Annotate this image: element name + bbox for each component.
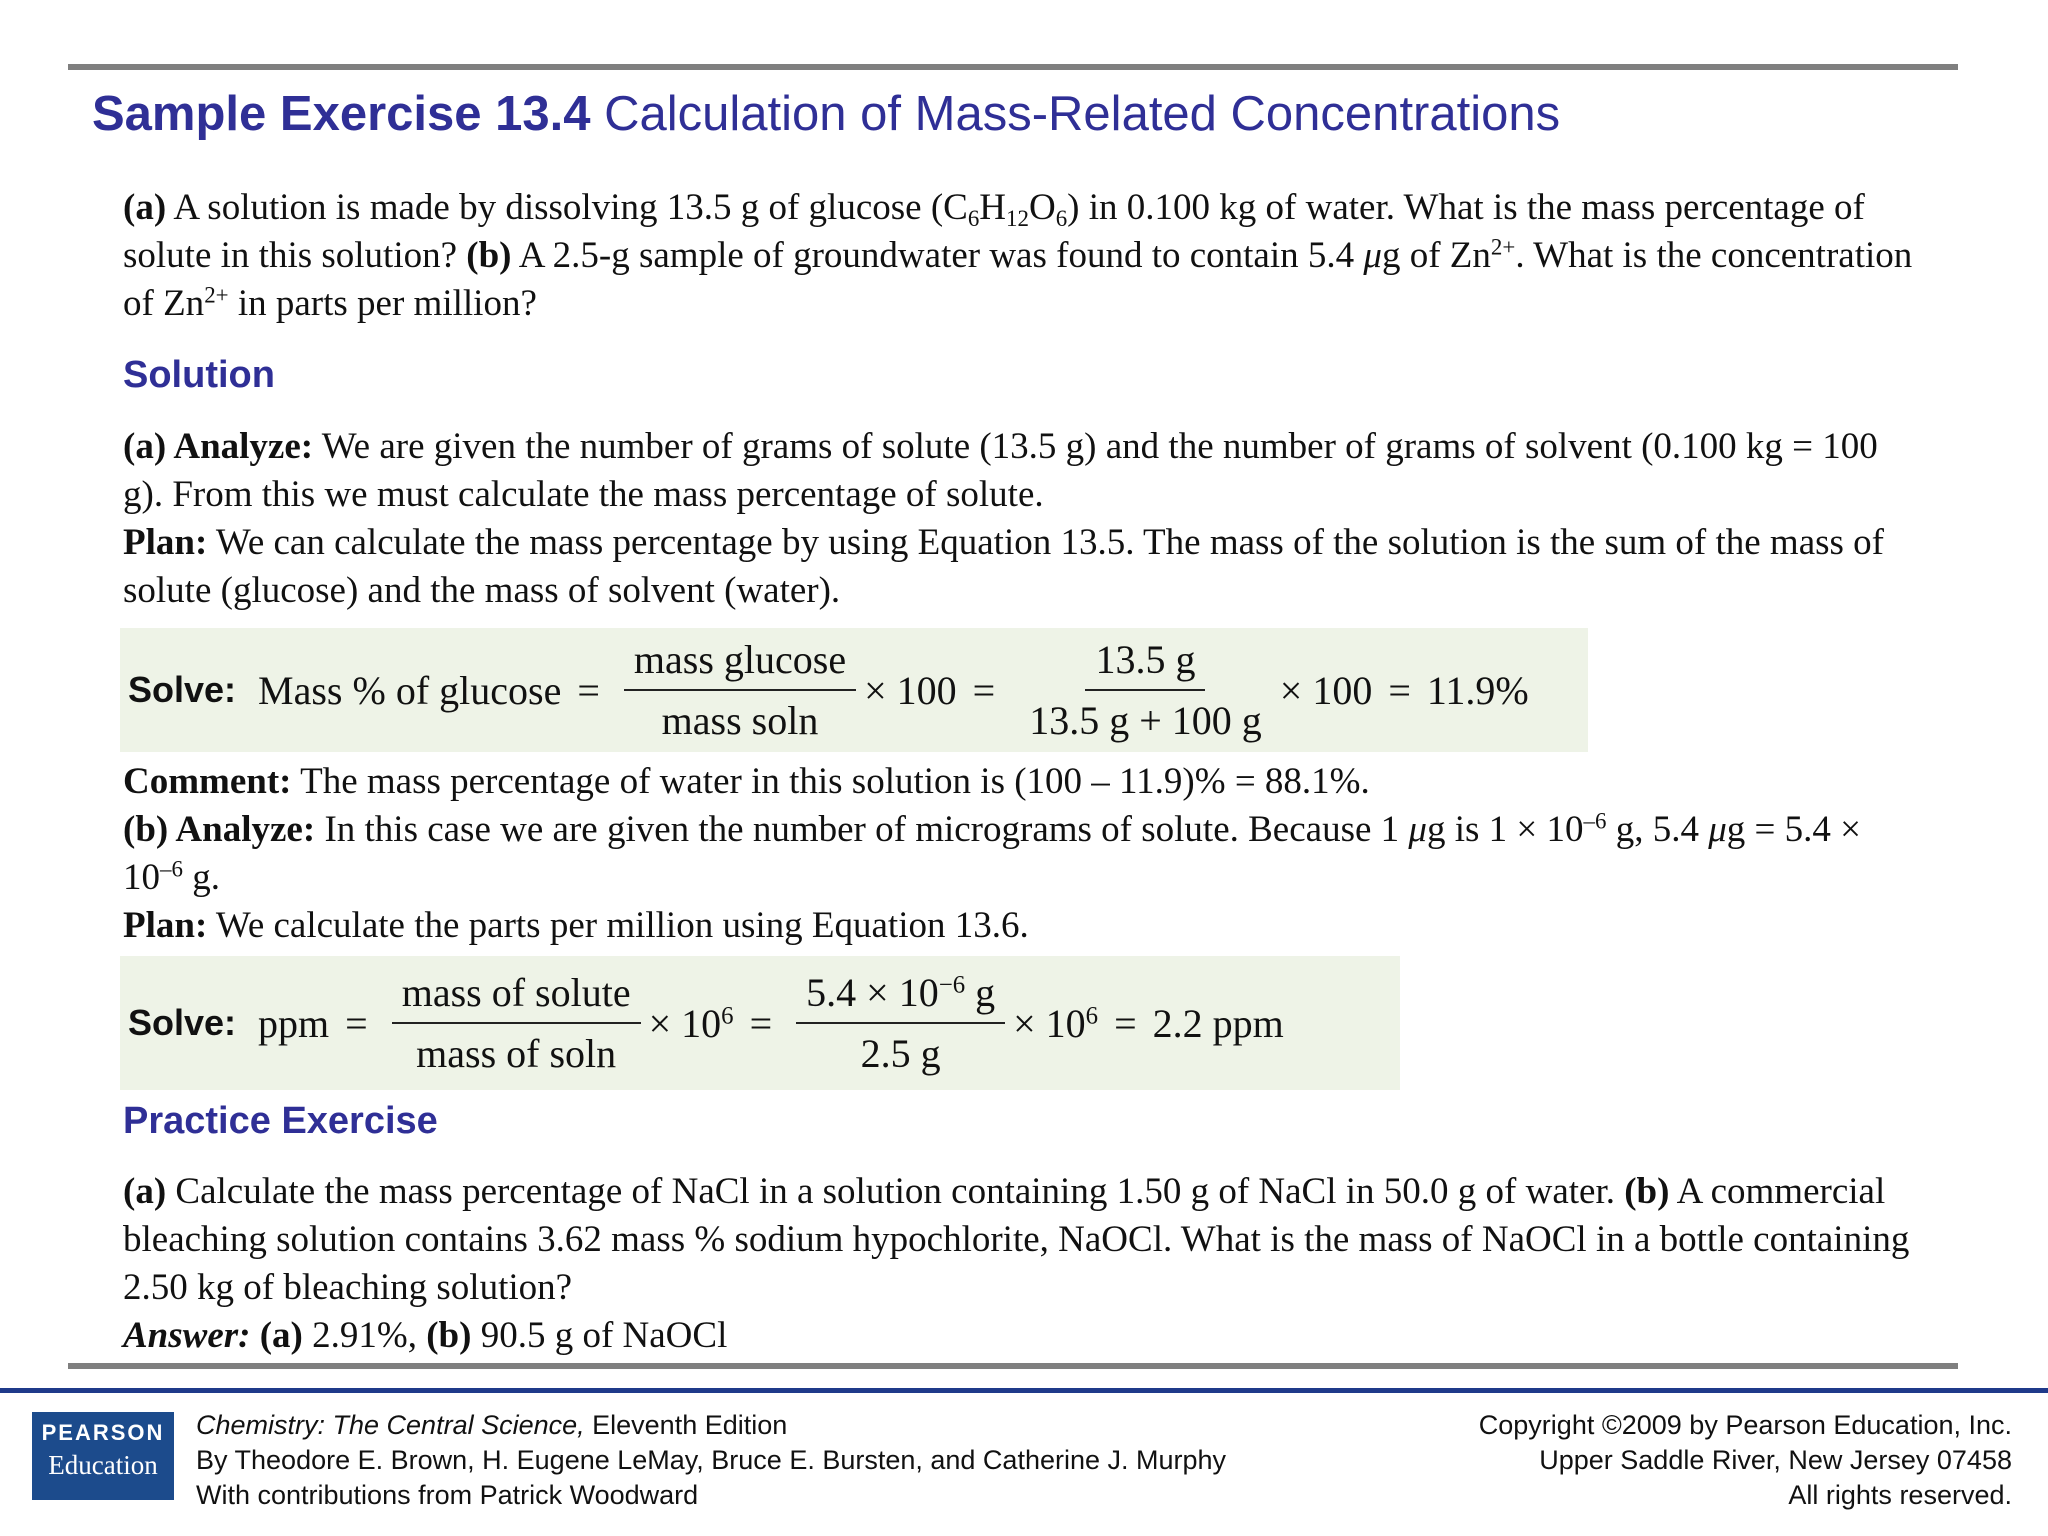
problem-text: g of Zn bbox=[1381, 235, 1491, 276]
mu-symbol: μ bbox=[1363, 235, 1382, 276]
subscript: 6 bbox=[967, 205, 980, 231]
superscript: −6 bbox=[938, 971, 966, 999]
analyze-a-text: We are given the number of grams of solute (13.5 g) and the number of grams of solvent (0.100 kg = 100 g). From this we must calculate the mass percentage of solute. bbox=[123, 426, 1878, 515]
element-symbol: O bbox=[1028, 187, 1056, 228]
problem-text: in parts per million? bbox=[228, 283, 537, 324]
problem-text: ) in 0.100 kg of water. What is the mass percentage of solute in this solution? bbox=[123, 187, 1865, 276]
fraction-formula bbox=[624, 636, 856, 744]
equals-sign: = bbox=[345, 1000, 368, 1046]
fraction-values bbox=[796, 969, 1005, 1077]
subscript: 12 bbox=[1006, 205, 1029, 231]
book-authors: By Theodore E. Brown, H. Eugene LeMay, Bruce E. Bursten, and Catherine J. Murphy bbox=[196, 1445, 1227, 1475]
plan-b-label: Plan: bbox=[123, 905, 208, 946]
multiplier-base: × 10 bbox=[648, 1000, 722, 1046]
equals-sign: = bbox=[972, 667, 996, 713]
equals-sign: = bbox=[1114, 1000, 1137, 1046]
fraction-numerator bbox=[796, 969, 1005, 1024]
comment-label: Comment: bbox=[123, 761, 292, 802]
solution-heading: Solution bbox=[123, 354, 275, 396]
element-symbol: H bbox=[979, 187, 1007, 228]
fraction-denominator: mass of soln bbox=[416, 1031, 617, 1076]
equals-sign: = bbox=[749, 1000, 773, 1046]
multiplier: × 100 bbox=[864, 667, 957, 713]
mu-symbol: μ bbox=[1708, 809, 1727, 850]
subscript: 6 bbox=[1055, 205, 1068, 231]
problem-text: A solution is made by dissolving 13.5 g of glucose (C bbox=[166, 187, 968, 228]
numerator-unit: g bbox=[965, 970, 996, 1015]
equation-lhs: Mass % of glucose bbox=[258, 667, 562, 713]
multiplier-base: × 10 bbox=[1013, 1000, 1086, 1046]
practice-exercise-heading: Practice Exercise bbox=[123, 1100, 438, 1142]
footer-copyright bbox=[1479, 1408, 2012, 1513]
book-contributions: With contributions from Patrick Woodward bbox=[196, 1480, 699, 1510]
equation-result: 11.9% bbox=[1426, 667, 1529, 713]
practice-exercise-text bbox=[123, 1168, 1913, 1360]
answer-label: Answer: bbox=[123, 1315, 251, 1356]
fraction-numerator: mass of solute bbox=[392, 969, 641, 1024]
problem-statement bbox=[123, 184, 1913, 328]
solve-b-label: Solve: bbox=[128, 1002, 237, 1043]
practice-b-label: (b) bbox=[1624, 1171, 1670, 1212]
numerator-base: 5.4 × 10 bbox=[806, 970, 939, 1015]
footer-top-rule bbox=[68, 1363, 1958, 1369]
title-topic: Calculation of Mass-Related Concentrations bbox=[590, 87, 1561, 141]
rights-line: All rights reserved. bbox=[1788, 1480, 2012, 1510]
mu-symbol: μ bbox=[1408, 809, 1427, 850]
equals-sign: = bbox=[1388, 667, 1411, 713]
analyze-b-text: In this case we are given the number of micrograms of solute. Because 1 bbox=[315, 809, 1409, 850]
fraction-values bbox=[1019, 636, 1272, 744]
practice-b-text: A commercial bleaching solution contains 3.62 mass % sodium hypochlorite, NaOCl. What is the mass of NaOCl in a bottle containing 2.50 kg of bleaching solution? bbox=[123, 1171, 1910, 1308]
answer-b-text: 90.5 g of NaOCl bbox=[471, 1315, 728, 1356]
multiplier bbox=[1013, 1000, 1098, 1047]
superscript: 2+ bbox=[204, 282, 229, 308]
logo-line-2: Education bbox=[48, 1450, 158, 1480]
fraction-numerator: 13.5 g bbox=[1085, 636, 1205, 691]
logo-line-1: PEARSON bbox=[41, 1420, 165, 1445]
part-b-label: (b) bbox=[466, 235, 512, 276]
answer-a-label: (a) bbox=[250, 1315, 303, 1356]
title-exercise-number: Sample Exercise 13.4 bbox=[92, 87, 591, 141]
superscript: 6 bbox=[1085, 1001, 1099, 1029]
plan-a-label: Plan: bbox=[123, 522, 208, 563]
multiplier bbox=[649, 1000, 734, 1047]
pearson-logo bbox=[32, 1412, 174, 1500]
problem-text: A 2.5-g sample of groundwater was found to contain 5.4 bbox=[511, 235, 1364, 276]
analyze-b-text: g, 5.4 bbox=[1606, 809, 1709, 850]
solve-a-label: Solve: bbox=[128, 669, 237, 710]
publisher-location: Upper Saddle River, New Jersey 07458 bbox=[1539, 1445, 2012, 1475]
top-rule bbox=[68, 64, 1958, 70]
fraction-denominator: 2.5 g bbox=[860, 1031, 941, 1076]
plan-a-text: We can calculate the mass percentage by using Equation 13.5. The mass of the solution is the sum of the mass of solute (glucose) and the mass of solvent (water). bbox=[123, 522, 1884, 611]
superscript: 6 bbox=[721, 1001, 734, 1029]
practice-a-label: (a) bbox=[123, 1171, 167, 1212]
footer-citation bbox=[196, 1408, 1226, 1513]
copyright-line: Copyright ©2009 by Pearson Education, Inc. bbox=[1478, 1410, 2012, 1440]
fraction-numerator: mass glucose bbox=[624, 636, 856, 691]
comment-and-analyze-b bbox=[123, 758, 1913, 950]
analyze-b-text: g is 1 × 10 bbox=[1426, 809, 1584, 850]
equals-sign: = bbox=[577, 667, 600, 713]
comment-text: The mass percentage of water in this solution is (100 – 11.9)% = 88.1%. bbox=[291, 761, 1370, 802]
plan-b-text: We calculate the parts per million using Equation 13.6. bbox=[207, 905, 1029, 946]
analyze-a-label: (a) Analyze: bbox=[123, 426, 314, 467]
superscript: –6 bbox=[160, 856, 183, 882]
practice-a-text: Calculate the mass percentage of NaCl in a solution containing 1.50 g of NaCl in 50.0 g of water. bbox=[166, 1171, 1625, 1212]
analyze-b-text: g. bbox=[182, 857, 220, 898]
superscript: –6 bbox=[1583, 808, 1607, 834]
fraction-formula bbox=[392, 969, 641, 1077]
superscript: 2+ bbox=[1490, 234, 1516, 260]
part-a-label: (a) bbox=[123, 187, 167, 228]
equation-result: 2.2 ppm bbox=[1152, 1000, 1284, 1046]
analyze-b-label: (b) Analyze: bbox=[123, 809, 316, 850]
analyze-a-paragraph bbox=[123, 423, 1913, 615]
solve-b-equation bbox=[120, 956, 1400, 1090]
fraction-denominator: mass soln bbox=[661, 698, 819, 743]
solve-a-equation bbox=[120, 628, 1588, 752]
fraction-denominator: 13.5 g + 100 g bbox=[1029, 698, 1262, 743]
analyze-b-text: g = 5.4 × 10 bbox=[123, 809, 1862, 898]
problem-text: . What is the concentration of Zn bbox=[123, 235, 1913, 324]
page-title bbox=[92, 86, 1892, 142]
book-edition: Eleventh Edition bbox=[584, 1410, 788, 1440]
answer-a-text: 2.91%, bbox=[302, 1315, 427, 1356]
equation-lhs: ppm bbox=[258, 1000, 330, 1046]
answer-b-label: (b) bbox=[426, 1315, 472, 1356]
multiplier: × 100 bbox=[1279, 667, 1373, 713]
footer-bar bbox=[0, 1388, 2048, 1393]
book-title: Chemistry: The Central Science, bbox=[196, 1410, 585, 1440]
